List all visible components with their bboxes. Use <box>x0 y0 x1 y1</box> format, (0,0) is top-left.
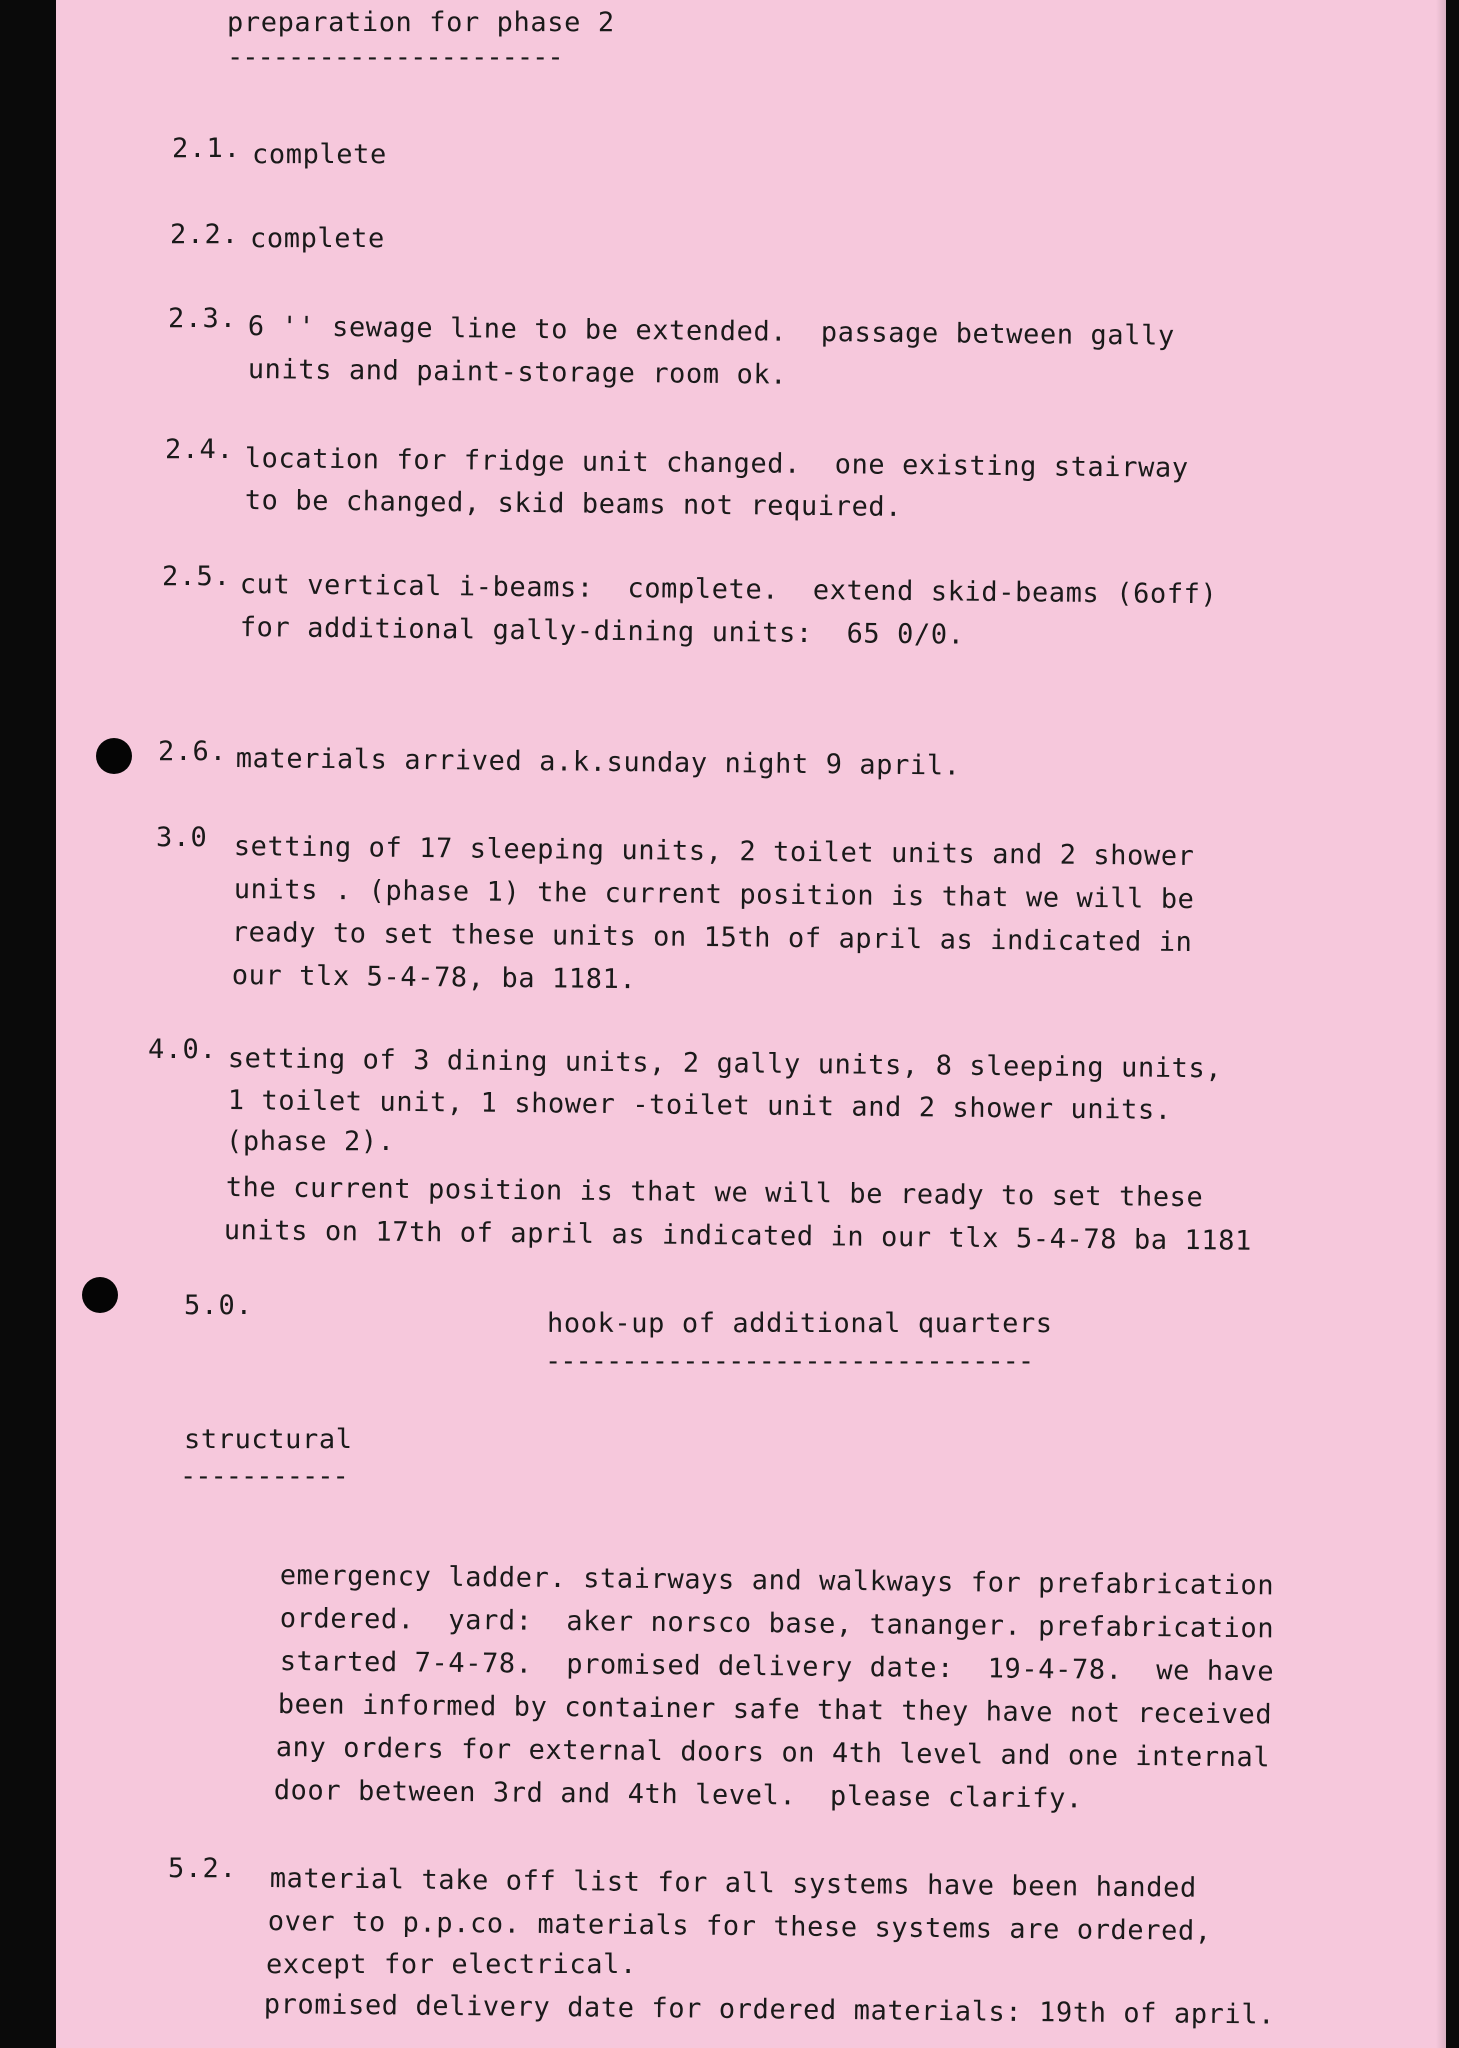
item-text-line: 6 '' sewage line to be extended. passage between gally <box>247 310 1175 352</box>
item-number: 4.0. <box>148 1034 218 1065</box>
section-number: 5.0. <box>184 1290 254 1321</box>
item-text-line: (phase 2). <box>226 1126 395 1157</box>
item-number: 2.6. <box>158 736 228 767</box>
item-text-line: the current position is that we will be ready to set these <box>225 1171 1204 1214</box>
item-text-line: materials arrived a.k.sunday night 9 april. <box>235 742 961 782</box>
item-number: 3.0 <box>156 822 208 853</box>
paragraph-line: emergency ladder. stairways and walkways for prefabrication <box>279 1559 1275 1602</box>
item-text-line: material take off list for all systems have been handed <box>269 1862 1197 1904</box>
item-text-line: to be changed, skid beams not required. <box>244 484 903 523</box>
item-text-line: over to p.p.co. materials for these systems are ordered, <box>267 1905 1212 1947</box>
punch-hole <box>96 738 132 774</box>
item-text-line: units and paint-storage room ok. <box>247 353 788 391</box>
item-text-line: setting of 3 dining units, 2 gally units, 8 sleeping units, <box>227 1042 1223 1085</box>
page-title: preparation for phase 2 <box>227 7 615 38</box>
paragraph-line: ordered. yard: aker norsco base, tananger. prefabrication <box>279 1602 1275 1645</box>
paragraph-line: started 7-4-78. promised delivery date: 19-4-78. we have <box>279 1645 1275 1688</box>
title-underline: ---------------------- <box>227 42 563 73</box>
item-text-line: 1 toilet unit, 1 shower -toilet unit and 2 shower units. <box>227 1084 1172 1126</box>
section-title-underline: -------------------------------- <box>545 1346 1034 1377</box>
section-title: hook-up of additional quarters <box>547 1308 1053 1339</box>
item-text-line: promised delivery date for ordered materials: 19th of april. <box>263 1988 1276 2031</box>
paragraph-line: door between 3rd and 4th level. please clarify. <box>273 1774 1083 1815</box>
item-text-line: location for fridge unit changed. one existing stairway <box>244 442 1189 484</box>
item-text-line: cut vertical i-beams: complete. extend skid-beams (6off) <box>239 568 1218 611</box>
document-page <box>56 0 1446 2048</box>
item-number: 2.3. <box>168 303 238 334</box>
item-text-line: complete <box>252 139 387 170</box>
item-text-line: except for electrical. <box>266 1949 637 1980</box>
item-number: 2.5. <box>162 561 232 592</box>
item-text-line: ready to set these units on 15th of april as indicated in <box>231 916 1193 959</box>
paragraph-line: any orders for external doors on 4th level and one internal <box>275 1731 1271 1774</box>
item-text-line: setting of 17 sleeping units, 2 toilet units and 2 shower <box>233 830 1195 873</box>
item-number: 5.2. <box>168 1853 238 1884</box>
item-text-line: for additional gally-dining units: 65 0/0. <box>239 611 965 651</box>
item-number: 2.2. <box>170 219 240 250</box>
item-text-line: complete <box>250 223 385 254</box>
item-text-line: units on 17th of april as indicated in our tlx 5-4-78 ba 1181 <box>223 1214 1253 1257</box>
paragraph-line: been informed by container safe that they have not received <box>277 1688 1273 1731</box>
item-number: 2.4. <box>165 434 235 465</box>
item-text-line: units . (phase 1) the current position is that we will be <box>233 873 1195 916</box>
punch-hole <box>82 1277 118 1313</box>
subsection-underline: ----------- <box>180 1461 348 1492</box>
item-number: 2.1. <box>172 133 242 164</box>
item-text-line: our tlx 5-4-78, ba 1181. <box>231 959 637 996</box>
subsection-label: structural <box>184 1424 353 1455</box>
